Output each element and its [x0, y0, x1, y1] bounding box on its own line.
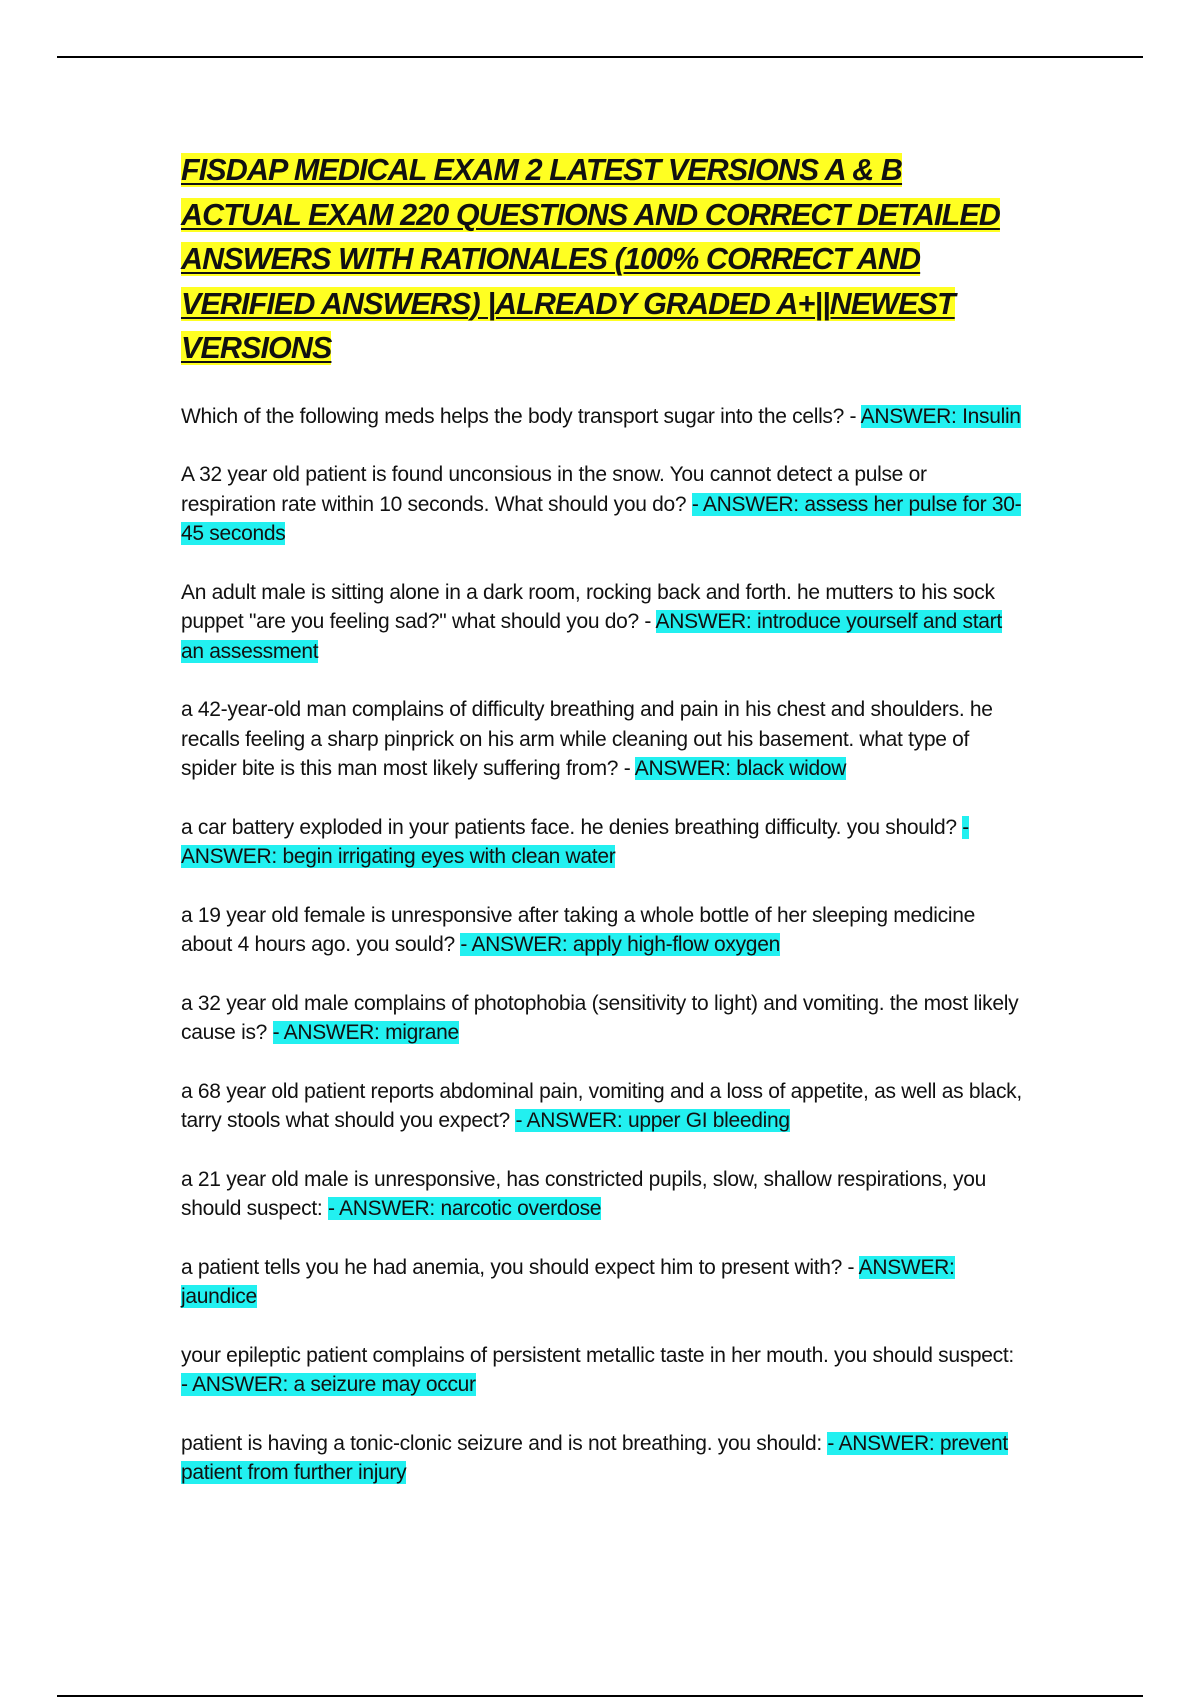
- qa-item: [181, 1253, 1026, 1312]
- question-text: a 68 year old patient reports abdominal pain, vomiting and a loss of appetite, as well as black, tarry stools what should you expect?: [181, 1079, 1022, 1132]
- answer-text: - ANSWER: a seizure may occur: [181, 1373, 476, 1396]
- qa-item: [181, 1077, 1026, 1136]
- answer-text: - ANSWER: assess her pulse for 30-45 seconds: [181, 492, 1022, 545]
- question-text: Which of the following meds helps the body transport sugar into the cells? -: [181, 404, 857, 428]
- answer-text: - ANSWER: begin irrigating eyes with clean water: [181, 815, 969, 868]
- answer-text: - ANSWER: upper GI bleeding: [515, 1109, 790, 1132]
- question-text: patient is having a tonic-clonic seizure and is not breathing. you should:: [181, 1431, 822, 1455]
- document-title-text: FISDAP MEDICAL EXAM 2 LATEST VERSIONS A & B ACTUAL EXAM 220 QUESTIONS AND CORRECT DETAILED ANSWERS WITH RATIONALES (100% CORRECT AND VERIFIED ANSWERS) |ALREADY GRADED A+||NEWEST VERSIONS: [181, 153, 1000, 365]
- qa-item: [181, 1165, 1026, 1224]
- qa-item: [181, 460, 1026, 549]
- qa-item: [181, 1341, 1026, 1400]
- question-text: a patient tells you he had anemia, you should expect him to present with? -: [181, 1255, 855, 1279]
- qa-item: [181, 813, 1026, 872]
- question-text: A 32 year old patient is found unconsious in the snow. You cannot detect a pulse or respiration rate within 10 seconds. What should you do?: [181, 463, 927, 516]
- qa-item: [181, 901, 1026, 960]
- qa-item: [181, 402, 1026, 432]
- document-body: [181, 148, 1026, 1517]
- question-text: your epileptic patient complains of persistent metallic taste in her mouth. you should suspect:: [181, 1343, 1014, 1367]
- answer-text: ANSWER: Insulin: [860, 404, 1021, 428]
- question-text: a 21 year old male is unresponsive, has constricted pupils, slow, shallow respirations, you should suspect:: [181, 1167, 986, 1220]
- qa-item: [181, 1429, 1026, 1488]
- top-rule: [57, 56, 1143, 58]
- answer-text: ANSWER: introduce yourself and start an assessment: [181, 610, 1002, 663]
- answer-text: - ANSWER: narcotic overdose: [327, 1197, 602, 1220]
- document-title: [181, 148, 1026, 371]
- question-text: a 42-year-old man complains of difficulty breathing and pain in his chest and shoulders. he recalls feeling a sharp pinprick on his arm while cleaning out his basement. what type of spider bite is this man most likely suffering from? -: [181, 698, 993, 780]
- qa-item: [181, 989, 1026, 1048]
- answer-text: ANSWER: jaundice: [181, 1255, 955, 1308]
- answer-text: - ANSWER: prevent patient from further injury: [181, 1431, 1008, 1484]
- qa-item: [181, 578, 1026, 667]
- answer-text: - ANSWER: migrane: [272, 1021, 459, 1044]
- question-text: a 32 year old male complains of photophobia (sensitivity to light) and vomiting. the most likely cause is?: [181, 991, 1019, 1044]
- question-text: a car battery exploded in your patients face. he denies breathing difficulty. you should?: [181, 815, 957, 839]
- question-text: An adult male is sitting alone in a dark room, rocking back and forth. he mutters to his sock puppet "are you feeling sad?" what should you do? -: [181, 580, 995, 633]
- bottom-rule: [57, 1695, 1143, 1697]
- qa-item: [181, 695, 1026, 784]
- answer-text: ANSWER: black widow: [634, 757, 847, 780]
- qa-list: [181, 402, 1026, 1488]
- answer-text: - ANSWER: apply high-flow oxygen: [460, 933, 780, 956]
- question-text: a 19 year old female is unresponsive after taking a whole bottle of her sleeping medicine about 4 hours ago. you sould?: [181, 903, 975, 956]
